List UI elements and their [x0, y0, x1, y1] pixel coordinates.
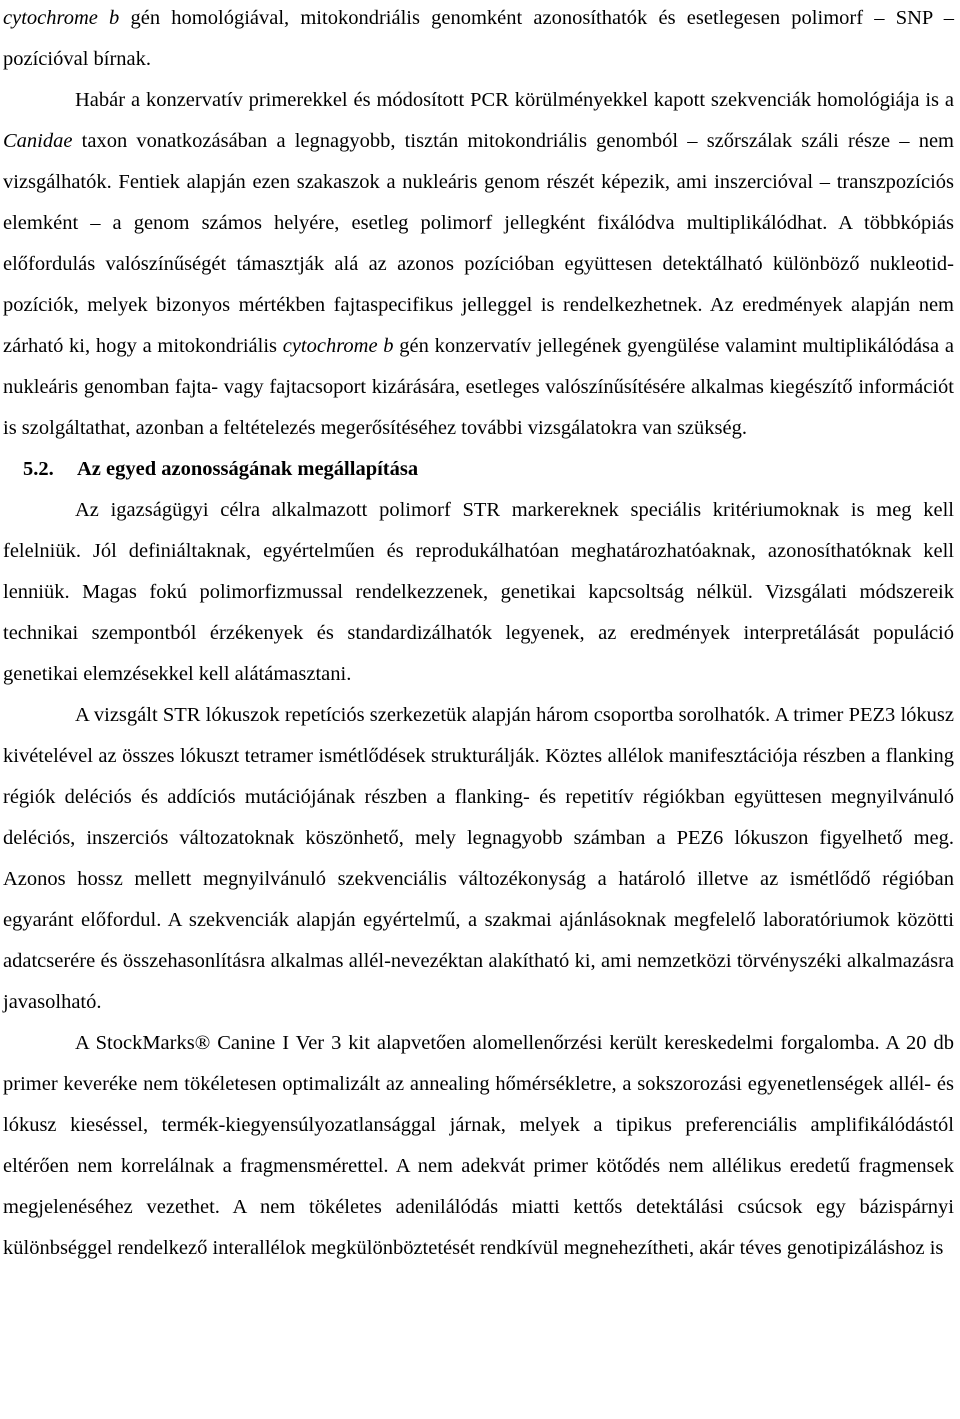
document-page — [3, 0, 954, 1269]
italic-term: cytochrome b — [3, 7, 120, 29]
paragraph-mitochondrial — [3, 80, 954, 449]
paragraph-stockmarks: A StockMarks® Canine I Ver 3 kit alapvetően alomellenőrzési került kereskedelmi forgalomba. A 20 db primer keveréke nem tökéletesen optimalizált az annealing hőmérsékletre, a sokszorozási egyenetlenségek allél- és lókusz kieséssel, termék-kiegyensúlyozatlansággal járnak, melyek a tipikus preferenciális amplifikálódástól eltérően nem korrelálnak a fragmensmérettel. A nem adekvát primer kötődés nem allélikus eredetű fragmensek megjelenéséhez vezethet. A nem tökéletes adenilálódás miatti kettős detektálási csúcsok egy bázispárnyi különbséggel rendelkező interallélok megkülönböztetését rendkívül megnehezítheti, akár téves genotipizáláshoz is — [3, 1032, 954, 1259]
paragraph-str-loci: A vizsgált STR lókuszok repetíciós szerkezetük alapján három csoportba sorolhatók. A trimer PEZ3 lókusz kivételével az összes lókuszt tetramer ismétlődések strukturálják. Köztes allélok manifesztációja részben a flanking régiók deléciós és addíciós mutációjának részben a flanking- és repetitív régiókban együttesen megnyilvánuló deléciós, inszerciós változatoknak köszönhető, mely legnagyobb számban a PEZ6 lókuszon figyelhető meg. Azonos hossz mellett megnyilvánuló szekvenciális változékonyság a határoló illetve az ismétlődő régióban egyaránt előfordul. A szekvenciák alapján egyértelmű, a szakmai ajánlásoknak megfelelő laboratóriumok közötti adatcserére és összehasonlításra alkalmas allél-nevezéktan alakítható ki, ami nemzetközi törvényszéki alkalmazásra javasolható. — [3, 704, 954, 1013]
paragraph-text: gén homológiával, mitokondriális genomként azonosíthatók és esetlegesen polimorf – SNP – pozícióval bírnak. — [3, 7, 954, 70]
section-heading — [3, 449, 954, 490]
italic-term: cytochrome b — [282, 335, 394, 357]
italic-term: Canidae — [3, 130, 73, 152]
paragraph-text: gén konzervatív jellegének gyengülése valamint multiplikálódása a nukleáris genomban fajta- vagy fajtacsoport kizárására, esetleges valószínűsítésére alkalmas kiegészítő információt is szolgáltathat, azonban a feltételezés megerősítéséhez további vizsgálatokra van szükség. — [3, 335, 954, 439]
paragraph-str-criteria: Az igazságügyi célra alkalmazott polimorf STR markereknek speciális kritériumoknak is meg kell felelniük. Jól definiáltaknak, egyértelműen és reprodukálhatóan meghatározhatóaknak, azonosíthatóknak kell lenniük. Magas fokú polimorfizmussal rendelkezzenek, genetikai kapcsoltság nélkül. Vizsgálati módszereik technikai szempontból érzékenyek és standardizálhatók legyenek, az eredmények interpretálását populáció genetikai elemzésekkel kell alátámasztani. — [3, 499, 954, 685]
section-number: 5.2. — [23, 458, 54, 480]
paragraph-text: Habár a konzervatív primerekkel és módosított PCR körülményekkel kapott szekvenciák homológiája is a — [75, 89, 954, 111]
paragraph-continuation — [3, 0, 954, 80]
section-title: Az egyed azonosságának megállapítása — [77, 458, 419, 480]
paragraph-text: taxon vonatkozásában a legnagyobb, tisztán mitokondriális genomból – szőrszálak száli része – nem vizsgálhatók. Fentiek alapján ezen szakaszok a nukleáris genom részét képezik, ami inszercióval – transzpozíciós elemként – a genom számos helyére, esetleg polimorf jellegként fixálódva multiplikálódhat. A többkópiás előfordulás valószínűségét támasztják alá az azonos pozícióban együttesen detektálható különböző nukleotid-pozíciók, melyek bizonyos mértékben fajtaspecifikus jelleggel is rendelkezhetnek. Az eredmények alapján nem zárható ki, hogy a mitokondriális — [3, 130, 954, 357]
